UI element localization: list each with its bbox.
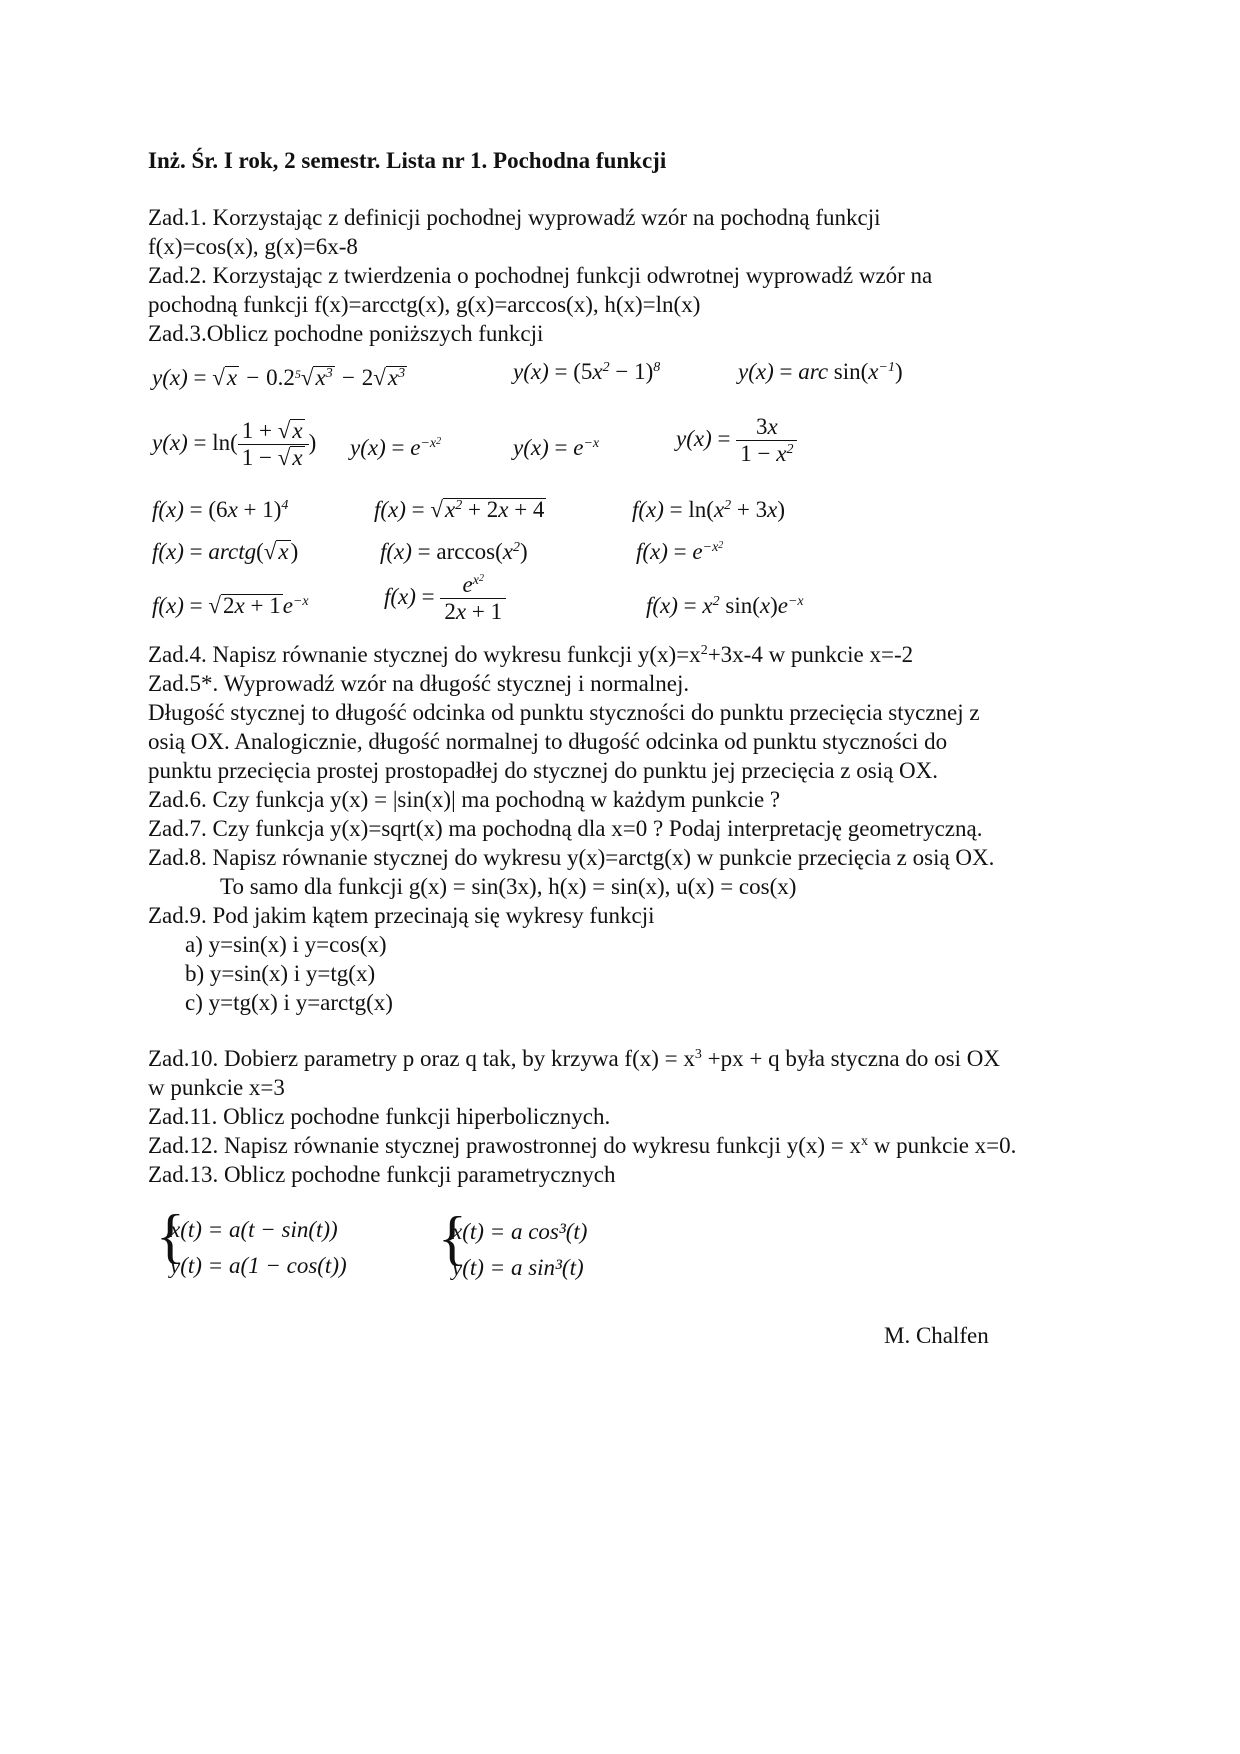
left-brace-icon: { bbox=[156, 1203, 185, 1269]
system-2-x: x(t) = a cos³(t) bbox=[452, 1219, 588, 1244]
task-12-text: Zad.12. Napisz równanie stycznej prawostronnej do wykresu funkcji $y(x) = x^x$ w punkcie x=0. bbox=[148, 1133, 1017, 1158]
task-9-item-a: a) y=sin(x) i y=cos(x) bbox=[185, 932, 387, 957]
parametric-system-2 bbox=[438, 1205, 588, 1286]
task-5-line-2: Długość stycznej to długość odcinka od punktu styczności do punktu przecięcia stycznej z bbox=[148, 700, 980, 725]
formula-2: $y(x) = (5x^2 - 1)^8$ bbox=[513, 359, 661, 384]
task-9-item-b: b) y=sin(x) i y=tg(x) bbox=[185, 961, 376, 986]
parametric-system-1 bbox=[156, 1203, 347, 1284]
task-1-text: Zad.1. Korzystając z definicji pochodnej wyprowadź wzór na pochodną funkcji bbox=[148, 205, 881, 230]
system-2-y: y(t) = a sin³(t) bbox=[452, 1255, 584, 1280]
task-4-text: Zad.4. Napisz równanie stycznej do wykresu funkcji $y(x)=x^2+3x-4$ w punkcie x=-2 bbox=[148, 642, 914, 667]
formula-10: $f(x) = \ln(x^2 + 3x)$ bbox=[632, 497, 786, 522]
system-1-y: y(t) = a(1 − cos(t)) bbox=[170, 1253, 347, 1278]
formula-3: y(x) = arc $\sin(x^{-1})$ bbox=[738, 359, 903, 384]
formula-11: f(x) = arctg(√x) bbox=[152, 539, 299, 564]
task-2-text: Zad.2. Korzystając z twierdzenia o pochodnej funkcji odwrotnej wyprowadź wzór na bbox=[148, 263, 933, 288]
task-13-text: Zad.13. Oblicz pochodne funkcji parametrycznych bbox=[148, 1162, 616, 1187]
formula-13: $f(x) = e^{-x^2}$ bbox=[636, 539, 724, 564]
formula-8: $f(x) = (6x + 1)^4$ bbox=[152, 497, 289, 522]
task-5-line-4: punktu przecięcia prostej prostopadłej do stycznej do punktu jej przecięcia z osią OX. bbox=[148, 758, 939, 783]
task-10-text: Zad.10. Dobierz parametry p oraz q tak, by krzywa $f(x) = x^3 +px + q$ była styczna do osi OX bbox=[148, 1046, 1000, 1071]
formula-9: $f(x) = √x^2 + 2x + 4$ bbox=[374, 497, 545, 522]
formula-4: y(x) = ln( $\frac{1 + √x}{1 - √x}$ ) bbox=[152, 418, 317, 470]
formula-14: $f(x) = √2x + 1e^{-x}$ bbox=[152, 593, 309, 618]
task-5-text: Zad.5*. Wyprowadź wzór na długość stycznej i normalnej. bbox=[148, 671, 690, 696]
task-7-text: Zad.7. Czy funkcja y(x)=sqrt(x) ma pochodną dla x=0 ? Podaj interpretację geometryczną. bbox=[148, 816, 983, 841]
task-6-text: Zad.6. Czy funkcja y(x) = |sin(x)| ma pochodną w każdym punkcie ? bbox=[148, 787, 781, 812]
formula-7: y(x) = $\frac{3x}{1 - x^2}$ bbox=[676, 414, 797, 467]
task-3-text: Zad.3.Oblicz pochodne poniższych funkcji bbox=[148, 321, 544, 346]
formula-1: $y(x) = √x - 0.2^5√x^3 - 2√x^3$ bbox=[152, 365, 406, 390]
task-11-text: Zad.11. Oblicz pochodne funkcji hiperbolicznych. bbox=[148, 1104, 611, 1129]
page-title: Inż. Śr. I rok, 2 semestr. Lista nr 1. Pochodna funkcji bbox=[148, 148, 667, 173]
task-1-functions: f(x)=cos(x), g(x)=6x-8 bbox=[148, 234, 358, 259]
task-5-line-3: osią OX. Analogicznie, długość normalnej to długość odcinka od punktu styczności do bbox=[148, 729, 948, 754]
task-9-text: Zad.9. Pod jakim kątem przecinają się wykresy funkcji bbox=[148, 903, 655, 928]
formula-16: $f(x) = x^2$ $\sin(x)e^{-x}$ bbox=[646, 593, 804, 618]
formula-12: $f(x) = \arccos(x^2)$ bbox=[380, 539, 528, 564]
formula-5: $y(x) = e^{-x^2}$ bbox=[350, 435, 442, 460]
formula-15: f(x) = $\frac{e^{x^2}}{2x + 1}$ bbox=[384, 572, 506, 625]
task-10-line-2: w punkcie x=3 bbox=[148, 1075, 285, 1100]
task-2-functions: pochodną funkcji f(x)=arcctg(x), g(x)=arccos(x), h(x)=ln(x) bbox=[148, 292, 701, 317]
task-8-text: Zad.8. Napisz równanie stycznej do wykresu y(x)=arctg(x) w punkcie przecięcia z osią OX. bbox=[148, 845, 995, 870]
author-signature: M. Chalfen bbox=[884, 1323, 989, 1348]
system-1-x: x(t) = a(t − sin(t)) bbox=[170, 1217, 338, 1242]
task-8-line-2: To samo dla funkcji g(x) = sin(3x), h(x) = sin(x), u(x) = cos(x) bbox=[220, 874, 797, 899]
left-brace-icon: { bbox=[438, 1205, 467, 1271]
formula-6: $y(x) = e^{-x}$ bbox=[513, 435, 600, 460]
task-9-item-c: c) y=tg(x) i y=arctg(x) bbox=[185, 990, 393, 1015]
